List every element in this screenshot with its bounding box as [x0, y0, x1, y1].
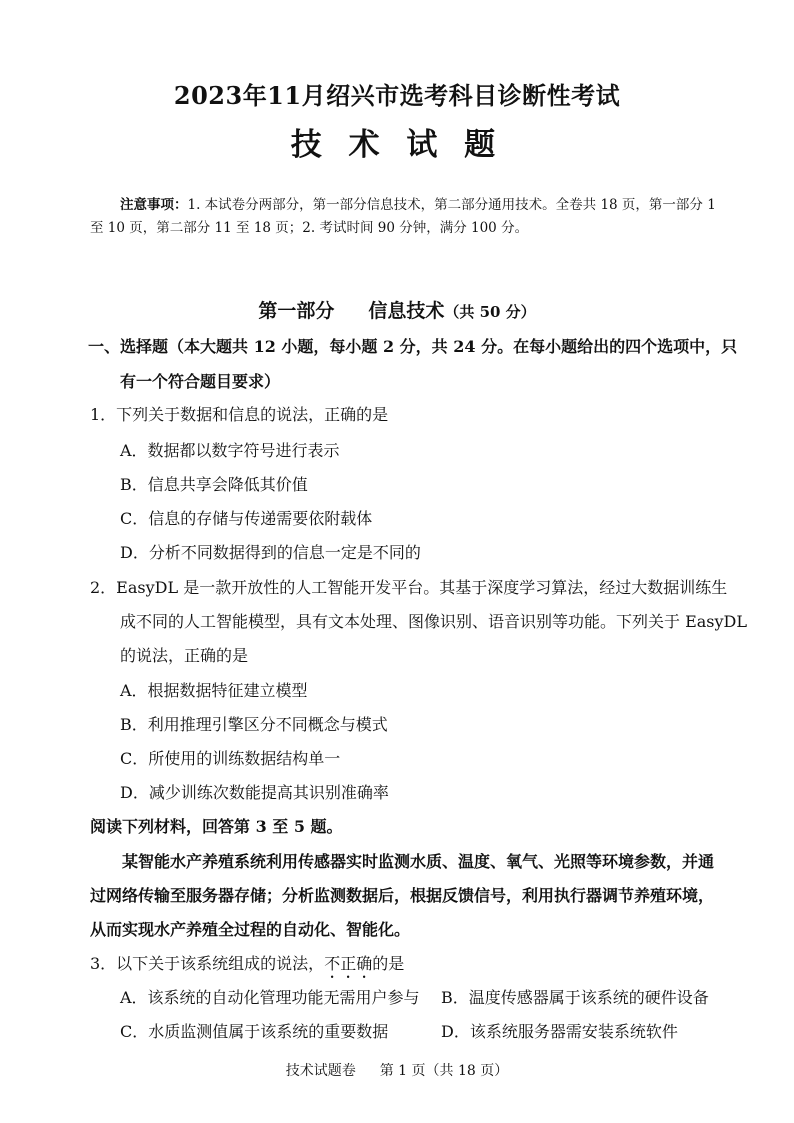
- notice-text-1: 1. 本试卷分两部分，第一部分信息技术，第二部分通用技术。全卷共 18 页，第一部分 1: [187, 197, 716, 213]
- question-1-option-d: D．分析不同数据得到的信息一定是不同的: [120, 543, 421, 562]
- question-2-option-a: A．根据数据特征建立模型: [120, 681, 308, 700]
- section-heading-line-1: 一、选择题（本大题共 12 小题，每小题 2 分，共 24 分。在每小题给出的四个选项中，只: [88, 337, 738, 356]
- notice-line-2: 至 10 页，第二部分 11 至 18 页；2. 考试时间 90 分钟，满分 100 分。: [90, 220, 529, 236]
- exam-title: 2023年11月绍兴市选考科目诊断性考试: [173, 81, 621, 110]
- reading-paragraph-line-3: 从而实现水产养殖全过程的自动化、智能化。: [90, 920, 411, 939]
- question-2-stem-line-3: 的说法，正确的是: [120, 646, 249, 665]
- part-label: 第一部分: [258, 300, 335, 322]
- notice-label: 注意事项：: [120, 197, 188, 213]
- page-footer: [0, 1060, 794, 1080]
- question-3-option-c: C．水质监测值属于该系统的重要数据: [120, 1022, 389, 1041]
- footer-page-number: 第 1 页（共 18 页）: [379, 1063, 509, 1079]
- footer-doc-name: 技术试题卷: [285, 1063, 356, 1079]
- question-2-option-c: C．所使用的训练数据结构单一: [120, 749, 341, 768]
- part-score: （共 50 分）: [444, 303, 536, 321]
- question-3-emphasis: 不正确: [324, 954, 373, 973]
- section-heading-line-2: 有一个符合题目要求）: [120, 372, 281, 391]
- question-2-stem-line-1: 2．EasyDL 是一款开放性的人工智能开发平台。其基于深度学习算法，经过大数据训练生: [90, 578, 728, 597]
- question-2-option-b: B．利用推理引擎区分不同概念与模式: [120, 715, 388, 734]
- part-name: 信息技术: [368, 300, 445, 322]
- reading-instruction: 阅读下列材料，回答第 3 至 5 题。: [90, 817, 343, 836]
- reading-paragraph-line-2: 过网络传输至服务器存储；分析监测数据后，根据反馈信号，利用执行器调节养殖环境，: [90, 886, 715, 905]
- question-3-stem: [90, 951, 404, 982]
- question-3-stem-suffix: 的是: [372, 954, 405, 973]
- question-1-option-c: C．信息的存储与传递需要依附载体: [120, 509, 373, 528]
- part-heading: [0, 296, 794, 323]
- question-1-option-a: A．数据都以数字符号进行表示: [120, 441, 340, 460]
- subject-title: 技 术 试 题: [290, 127, 504, 163]
- notice-line-1: [120, 194, 716, 216]
- reading-paragraph-line-1: 某智能水产养殖系统利用传感器实时监测水质、温度、氧气、光照等环境参数，并通: [122, 852, 715, 871]
- question-3-option-d: D．该系统服务器需安装系统软件: [441, 1022, 678, 1041]
- question-2-option-d: D．减少训练次数能提高其识别准确率: [120, 783, 389, 802]
- question-3-option-a: A．该系统的自动化管理功能无需用户参与: [120, 988, 420, 1007]
- question-1-option-b: B．信息共享会降低其价值: [120, 475, 308, 494]
- question-1-stem: 1．下列关于数据和信息的说法，正确的是: [90, 405, 389, 424]
- question-3-stem-prefix: 3．以下关于该系统组成的说法，: [90, 954, 325, 973]
- question-2-stem-line-2: 成不同的人工智能模型，具有文本处理、图像识别、语音识别等功能。下列关于 EasyDL: [120, 612, 748, 631]
- question-3-option-b: B．温度传感器属于该系统的硬件设备: [441, 988, 709, 1007]
